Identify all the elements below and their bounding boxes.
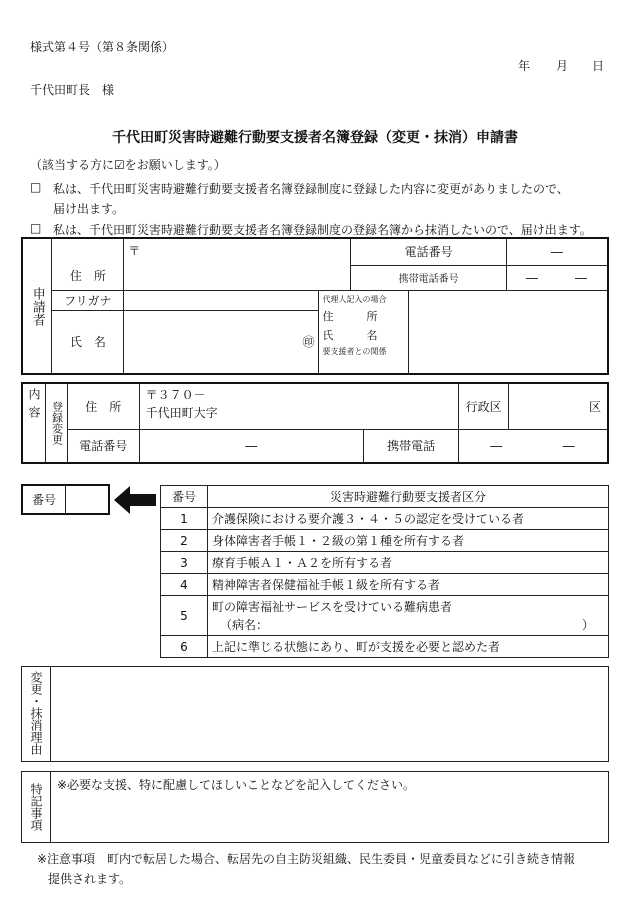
arrow-left-icon [114, 486, 156, 514]
number-box [21, 484, 110, 515]
category-text-5: 町の障害福祉サービスを受けている難病患者 （病名： ） [208, 596, 609, 636]
new-mobile-label: 携帯電話 [363, 429, 458, 463]
phone-field[interactable]: ― [506, 238, 608, 265]
name-field[interactable] [124, 310, 319, 374]
footer-note: ※注意事項 町内で転居した場合、転居先の自主防災組織、民生委員・児童委員などに引き続き情報 [37, 852, 576, 866]
contents-side-label: 内容 [22, 383, 46, 463]
check-delete-text: 私は、千代田町災害時避難行動要支援者名簿登録制度の登録名簿から抹消したいので、届け出ます。 [53, 223, 592, 237]
check-change-text: 私は、千代田町災害時避難行動要支援者名簿登録制度に登録した内容に変更がありましたので、 [53, 182, 569, 196]
check-change-text-cont: 届け出ます。 [53, 202, 125, 216]
footer-note-cont: 提供されます。 [48, 872, 132, 886]
category-text: 身体障害者手帳１・２級の第１種を所有する者 [208, 530, 609, 552]
mobile-label: 携帯電話番号 [351, 265, 506, 290]
category-text: 上記に準じる状態にあり、町が支援を必要と認めた者 [208, 636, 609, 658]
category-text: 療育手帳Ａ１・Ａ２を所有する者 [208, 552, 609, 574]
phone-label: 電話番号 [351, 238, 506, 265]
number-box-field[interactable] [66, 485, 110, 514]
district-label: 行政区 [459, 383, 509, 429]
notes-field[interactable] [51, 772, 609, 843]
new-phone-label: 電話番号 [67, 429, 139, 463]
reason-field[interactable] [51, 667, 609, 762]
reason-table [21, 666, 609, 762]
form-number: 様式第４号（第８条関係） [30, 40, 175, 54]
category-no: 4 [161, 574, 208, 596]
seal-mark: ㊞ [302, 335, 315, 350]
notes-table [21, 771, 609, 843]
postal-prefix: 〒３７０－ [145, 388, 206, 402]
category-no: 3 [161, 552, 208, 574]
notes-placeholder: ※必要な支援、特に配慮してほしいことなどを記入してください。 [57, 778, 416, 792]
category-no: 2 [161, 530, 208, 552]
name-label: 氏 名 [52, 310, 124, 374]
applicant-table [21, 237, 609, 375]
district-field[interactable]: 区 [509, 383, 608, 429]
furigana-field[interactable] [124, 290, 319, 310]
address-label: 住 所 [52, 238, 124, 290]
category-text: 介護保険における要介護３・４・５の認定を受けている者 [208, 508, 609, 530]
addressee: 千代田町長 様 [30, 83, 115, 97]
instruction-text: （該当する方に☑をお願いします。） [30, 158, 226, 172]
category-header-title: 災害時避難行動要支援者区分 [208, 486, 609, 508]
change-label: 登録変更 [46, 383, 68, 463]
postal-mark: 〒 [128, 244, 141, 258]
new-mobile-field[interactable]: ― ― [459, 429, 608, 463]
date-year: 年 [518, 59, 531, 73]
category-no: 6 [161, 636, 208, 658]
checkbox-change[interactable]: □ [30, 180, 42, 194]
furigana-label: フリガナ [52, 290, 124, 310]
new-address-field[interactable] [139, 383, 459, 429]
town-prefix: 千代田町大字 [145, 406, 218, 420]
category-no: 1 [161, 508, 208, 530]
date-month: 月 [556, 59, 569, 73]
page-title: 千代田町災害時避難行動要支援者名簿登録（変更・抹消）申請書 [112, 130, 518, 146]
proxy-field[interactable] [409, 290, 608, 374]
disease-name-label: （病名： [220, 617, 269, 632]
mobile-field[interactable]: ― ― [506, 265, 608, 290]
notes-label: 特記事項 [22, 772, 51, 843]
category-table [160, 485, 609, 658]
date-day: 日 [592, 59, 605, 73]
number-box-label: 番号 [22, 485, 66, 514]
new-phone-field[interactable]: ― [139, 429, 363, 463]
category-text: 精神障害者保健福祉手帳１級を所有する者 [208, 574, 609, 596]
checkbox-delete[interactable]: □ [30, 221, 42, 235]
applicant-side-label: 申請者 [22, 238, 52, 374]
address-field[interactable] [124, 238, 351, 290]
category-no: 5 [161, 596, 208, 636]
contents-table [21, 382, 609, 464]
category-header-no: 番号 [161, 486, 208, 508]
proxy-label-cell: 代理人記入の場合 住 所 氏 名 要支援者との関係 [319, 290, 409, 374]
reason-label: 変更・抹消理由 [22, 667, 51, 762]
new-address-label: 住 所 [67, 383, 139, 429]
